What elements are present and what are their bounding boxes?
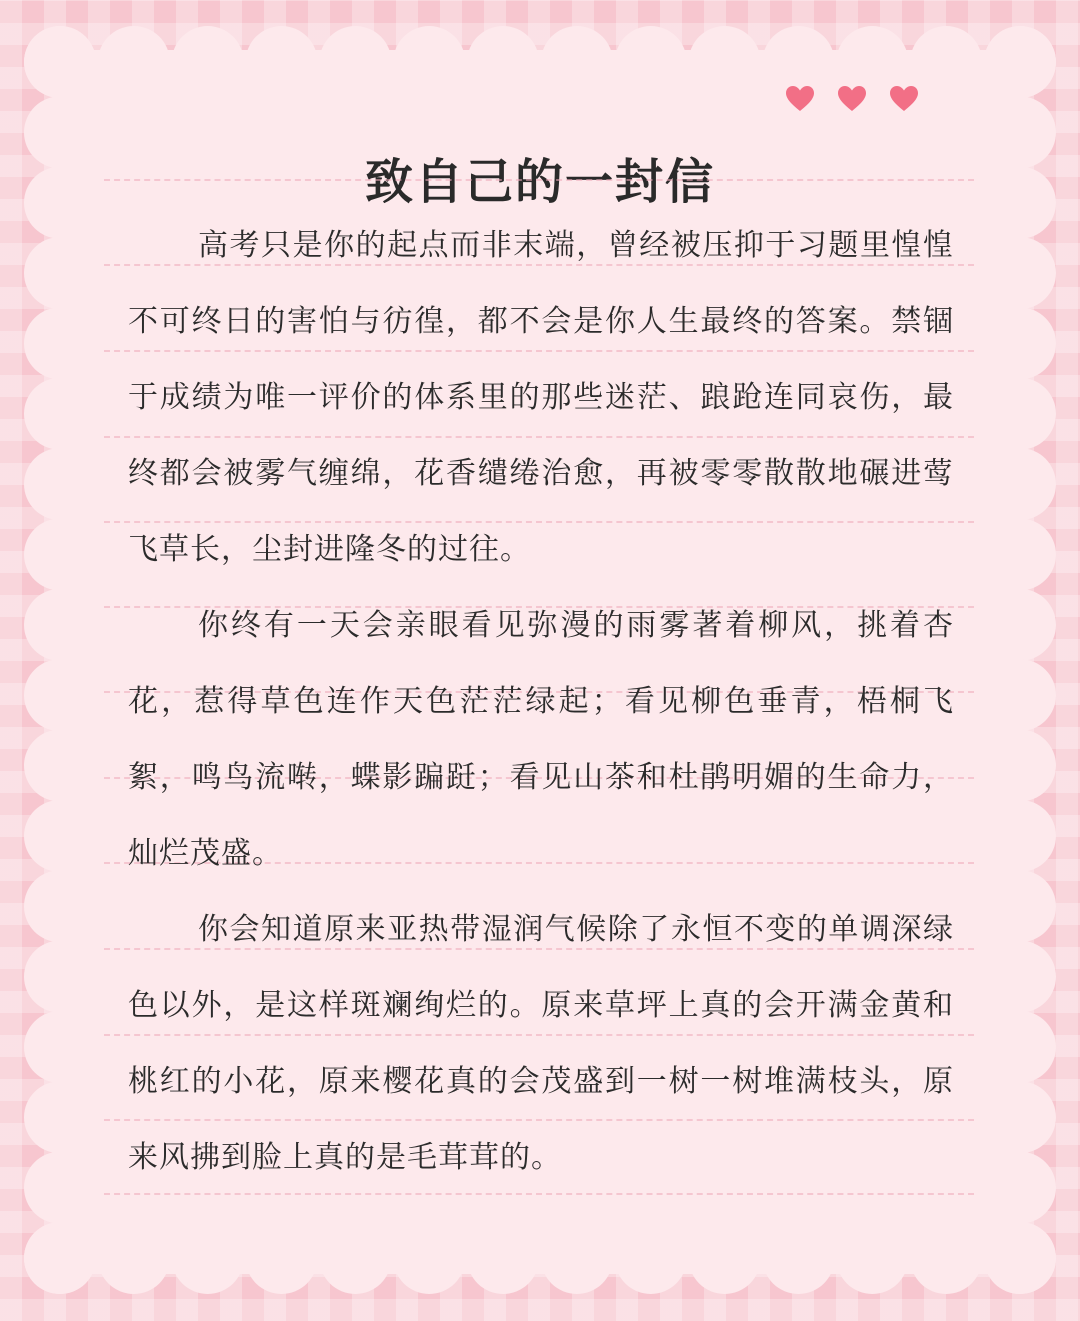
heart-icon [786,86,814,112]
heart-icon [890,86,918,112]
letter-title: 致自己的一封信 [364,154,715,211]
dashed-rule [104,179,974,181]
letter-paragraph: 高考只是你的起点而非末端，曾经被压抑于习题里惶惶不可终日的害怕与彷徨，都不会是你人生最终的答案。禁锢于成绩为唯一评价的体系里的那些迷茫、踉跄连同哀伤，最终都会被雾气缠绵，花香缱绻治愈，再被零零散散地碾进莺飞草长，尘封进隆冬的过往。 [128,228,954,567]
letter-paragraph: 你终有一天会亲眼看见弥漫的雨雾著着柳风，挑着杏花，惹得草色连作天色茫茫绿起；看见柳色垂青，梧桐飞絮，鸣鸟流啭，蝶影蹁跹；看见山茶和杜鹃明媚的生命力，灿烂茂盛。 [128,608,954,871]
letter-paragraph: 你会知道原来亚热带湿润气候除了永恒不变的单调深绿色以外，是这样斑斓绚烂的。原来草坪上真的会开满金黄和桃红的小花，原来樱花真的会茂盛到一树一树堆满枝头，原来风拂到脸上真的是毛茸茸的。 [128,912,954,1175]
heart-icon [838,86,866,112]
hearts-decoration [786,86,926,116]
